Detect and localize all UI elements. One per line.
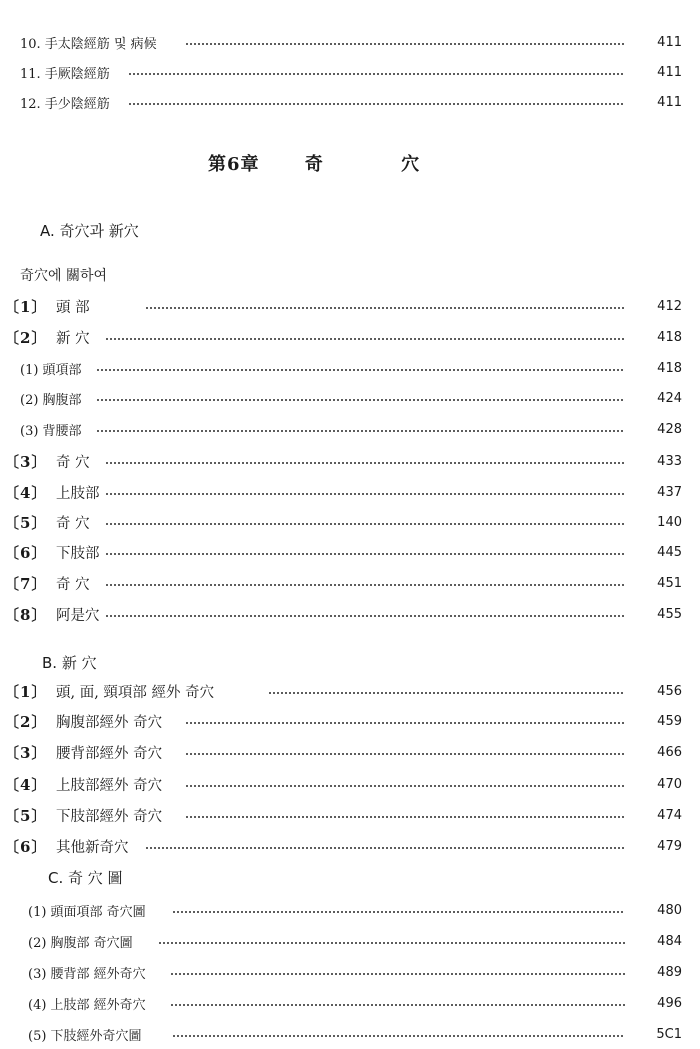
section-a-intro: 奇穴에 關하여 (20, 268, 108, 284)
leader-dots (105, 553, 625, 555)
entry-label: 奇 穴 (56, 454, 90, 471)
leader-dots (128, 103, 625, 105)
toc-entry (0, 709, 700, 733)
entry-label: (2) 胸腹部 (20, 392, 82, 408)
toc-entry (0, 480, 700, 504)
leader-dots (185, 722, 625, 724)
toc-entry (0, 991, 700, 1015)
chapter-title (208, 150, 420, 176)
page-number: 496 (657, 995, 682, 1011)
entry-label: 頭 部 (56, 299, 90, 316)
entry-bullet: 〔2〕 (4, 328, 48, 347)
toc-entry (0, 386, 700, 410)
leader-dots (128, 73, 625, 75)
toc-entry (0, 60, 700, 84)
leader-dots (96, 399, 625, 401)
leader-dots (172, 911, 625, 913)
entry-label: 上肢部 (56, 485, 100, 502)
entry-label: 其他新奇穴 (56, 839, 129, 856)
leader-dots (170, 973, 625, 975)
leader-dots (268, 692, 625, 694)
entry-bullet: 〔7〕 (4, 574, 48, 593)
page-number: 433 (657, 453, 682, 469)
section-b-heading: B. 新 穴 (42, 654, 97, 672)
page-number: 479 (657, 838, 682, 854)
leader-dots (96, 369, 625, 371)
entry-label: 下肢部經外 奇穴 (56, 808, 163, 825)
page-number: 418 (657, 360, 682, 376)
leader-dots (185, 43, 625, 45)
entry-label: 上肢部經外 奇穴 (56, 777, 163, 794)
entry-bullet: 〔1〕 (4, 297, 48, 316)
entry-label: (1) 頭面項部 奇穴圖 (28, 904, 146, 920)
leader-dots (145, 307, 625, 309)
leader-dots (145, 847, 625, 849)
toc-entry (0, 356, 700, 380)
toc-entry (0, 929, 700, 953)
entry-bullet: 〔3〕 (4, 743, 48, 762)
page-number: 411 (657, 64, 682, 80)
entry-bullet: 〔8〕 (4, 605, 48, 624)
entry-label: (3) 腰背部 經外奇穴 (28, 966, 146, 982)
page-number: 456 (657, 683, 682, 699)
leader-dots (105, 338, 625, 340)
entry-label: (5) 下肢經外奇穴圖 (28, 1028, 142, 1044)
toc-entry (0, 602, 700, 626)
toc-entry (0, 898, 700, 922)
entry-label: 阿是穴 (56, 607, 100, 624)
toc-entry (0, 1022, 700, 1046)
toc-entry (0, 571, 700, 595)
page-number: 474 (657, 807, 682, 823)
leader-dots (105, 615, 625, 617)
entry-bullet: 〔3〕 (4, 452, 48, 471)
page-number: 451 (657, 575, 682, 591)
page-number: 459 (657, 713, 682, 729)
section-a-heading: A. 奇穴과 新穴 (40, 222, 139, 240)
page-number: 455 (657, 606, 682, 622)
entry-label: 腰背部經外 奇穴 (56, 745, 163, 762)
entry-label: 奇 穴 (56, 576, 90, 593)
page-number: 466 (657, 744, 682, 760)
page-number: 5C1 (656, 1026, 682, 1042)
entry-bullet: 〔2〕 (4, 712, 48, 731)
entry-label: (3) 背腰部 (20, 423, 82, 439)
page-number: 411 (657, 34, 682, 50)
entry-label: 胸腹部經外 奇穴 (56, 714, 163, 731)
toc-entry (0, 679, 700, 703)
leader-dots (185, 816, 625, 818)
entry-bullet: 〔4〕 (4, 483, 48, 502)
chapter-title-char-1: 奇 (304, 154, 324, 175)
toc-entry (0, 90, 700, 114)
entry-label: 12. 手少陰經筋 (20, 96, 110, 112)
page-number: 418 (657, 329, 682, 345)
leader-dots (105, 462, 625, 464)
page-number: 489 (657, 964, 682, 980)
toc-entry (0, 803, 700, 827)
entry-label: (2) 胸腹部 奇穴圖 (28, 935, 133, 951)
leader-dots (105, 493, 625, 495)
entry-label: 下肢部 (56, 545, 100, 562)
page-number: 412 (657, 298, 682, 314)
page-number: 470 (657, 776, 682, 792)
entry-label: 10. 手太陰經筋 및 病候 (20, 36, 157, 52)
toc-entry (0, 294, 700, 318)
leader-dots (158, 942, 625, 944)
toc-entry (0, 510, 700, 534)
page-number: 484 (657, 933, 682, 949)
toc-entry (0, 449, 700, 473)
leader-dots (185, 753, 625, 755)
page-number: 411 (657, 94, 682, 110)
entry-label: (4) 上肢部 經外奇穴 (28, 997, 146, 1013)
entry-bullet: 〔6〕 (4, 837, 48, 856)
leader-dots (105, 584, 625, 586)
page-number: 140 (657, 514, 682, 530)
section-c-heading: C. 奇 穴 圖 (48, 869, 123, 887)
entry-bullet: 〔5〕 (4, 806, 48, 825)
toc-entry (0, 325, 700, 349)
entry-label: 11. 手厥陰經筋 (20, 66, 110, 82)
chapter-number: 第6章 (208, 154, 260, 175)
page-number: 480 (657, 902, 682, 918)
page-number: 424 (657, 390, 682, 406)
toc-entry (0, 772, 700, 796)
entry-label: (1) 頭項部 (20, 362, 82, 378)
page-number: 428 (657, 421, 682, 437)
entry-bullet: 〔1〕 (4, 682, 48, 701)
leader-dots (172, 1035, 625, 1037)
entry-label: 頭, 面, 頸項部 經外 奇穴 (56, 684, 215, 701)
leader-dots (185, 785, 625, 787)
entry-label: 新 穴 (56, 330, 90, 347)
leader-dots (170, 1004, 625, 1006)
toc-entry (0, 740, 700, 764)
page-number: 445 (657, 544, 682, 560)
toc-entry (0, 30, 700, 54)
toc-entry (0, 540, 700, 564)
chapter-title-char-2: 穴 (401, 154, 421, 175)
page-number: 437 (657, 484, 682, 500)
leader-dots (96, 430, 625, 432)
entry-bullet: 〔4〕 (4, 775, 48, 794)
toc-entry (0, 960, 700, 984)
entry-label: 奇 穴 (56, 515, 90, 532)
entry-bullet: 〔5〕 (4, 513, 48, 532)
toc-entry (0, 417, 700, 441)
entry-bullet: 〔6〕 (4, 543, 48, 562)
leader-dots (105, 523, 625, 525)
toc-entry (0, 834, 700, 858)
